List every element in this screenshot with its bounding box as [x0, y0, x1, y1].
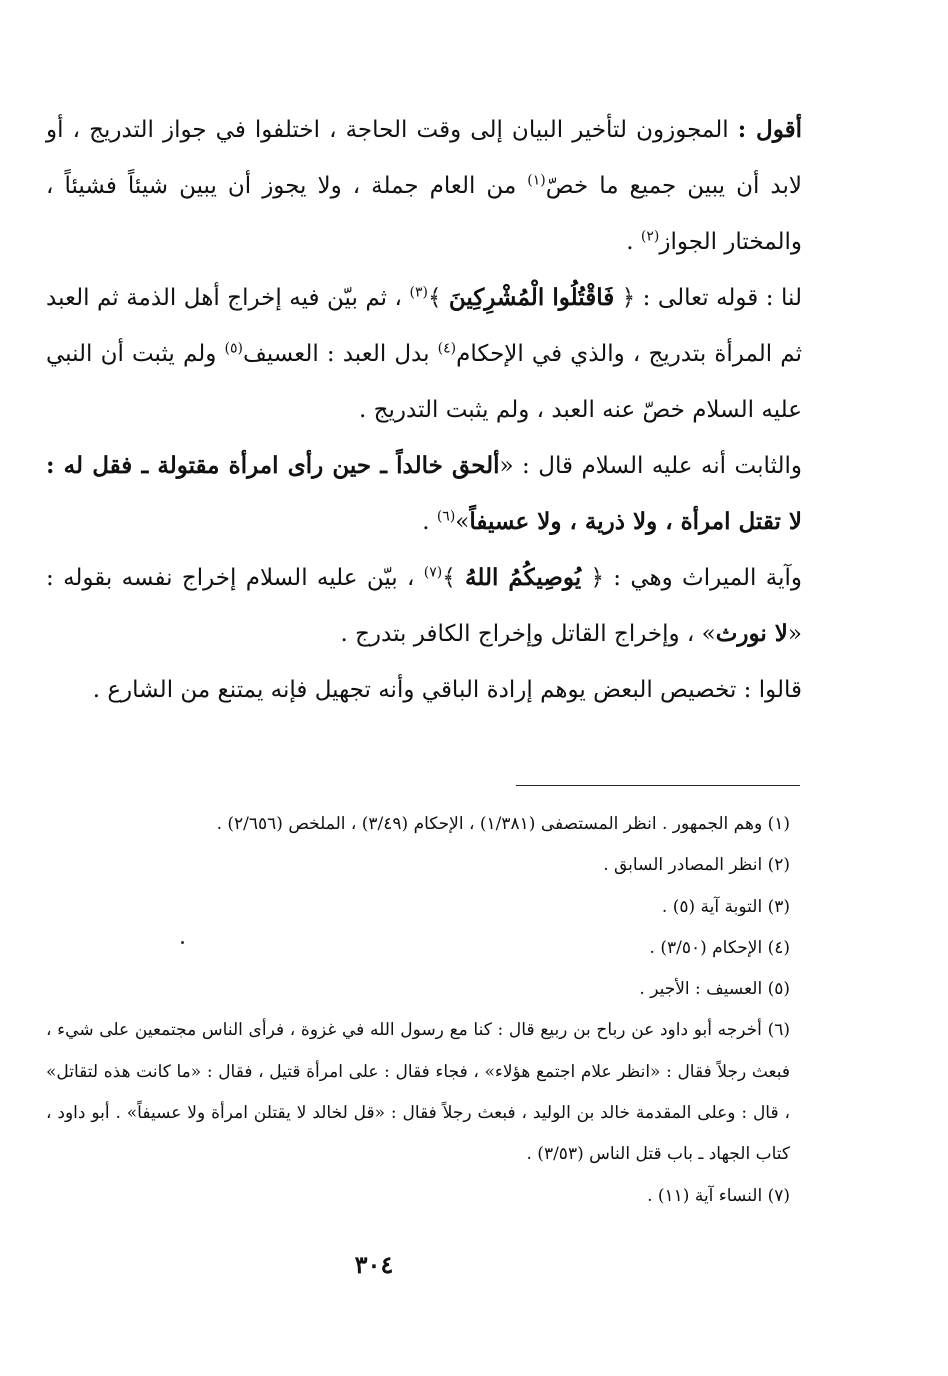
paragraph-text: لنا : قوله تعالى : ﴿: [614, 285, 802, 311]
paragraph-text: ﴾: [442, 565, 466, 591]
paragraph-text: ، بيّن عليه السلام إخراج نفسه بقوله : «: [46, 565, 802, 647]
paragraph-text: المجوزون لتأخير البيان إلى وقت الحاجة ، اختلفوا في جواز التدريج ، أو لابد أن يبين جميع ما خصّ: [46, 117, 802, 199]
paragraph-text: .: [422, 509, 437, 535]
footnote-1: (١) وهم الجمهور . انظر المستصفى (١/٣٨١) ، الإحكام (٣/٤٩) ، الملخص (٢/٦٥٦) .: [216, 814, 790, 834]
quran-verse: فَاقْتُلُوا الْمُشْرِكِينَ: [448, 284, 615, 311]
footnote-7: (٧) النساء آية (١١) .: [647, 1185, 790, 1206]
paragraph-text: من العام جملة ، ولا يجوز أن يبين شيئاً فشيئاً ، والمختار الجواز: [46, 173, 802, 255]
paragraph-text: » ، وإخراج القاتل وإخراج الكافر بتدرج .: [340, 621, 716, 647]
footnote-ref: (٤): [437, 340, 457, 357]
hadith-text: ألحق خالداً ـ حين رأى امرأة مقتولة ـ فقل له : لا تقتل امرأة ، ولا ذرية ، ولا عسيفاً: [46, 452, 802, 535]
quran-verse: يُوصِيكُمُ اللهُ: [465, 564, 582, 591]
footnote-3: (٣) التوبة آية (٥) .: [661, 896, 790, 917]
page-number: ٣٠٤: [354, 1250, 394, 1279]
paragraph-text: ولم يثبت أن النبي عليه السلام خصّ عنه العبد ، ولم يثبت التدريج .: [46, 341, 802, 423]
paragraph-1: [46, 102, 802, 270]
footnote-separator: [516, 785, 800, 786]
paragraph-text: بدل العبد : العسيف: [242, 341, 438, 367]
main-text: [46, 102, 802, 718]
paragraph-2: [46, 270, 802, 438]
paragraph-3: [46, 438, 802, 550]
paragraph-label: أقول :: [737, 116, 802, 143]
scan-speck: [181, 941, 184, 944]
footnote-4: (٤) الإحكام (٣/٥٠) .: [649, 937, 790, 958]
paragraph-5: [46, 662, 802, 718]
paragraph-text: .: [626, 229, 641, 255]
footnotes: [46, 804, 790, 1217]
paragraph-text: ﴾: [427, 285, 449, 311]
footnote-ref: (٦): [436, 508, 456, 525]
footnote-ref: (٥): [224, 340, 243, 357]
hadith-text: لا نورث: [715, 620, 788, 647]
paragraph-text: والثابت أنه عليه السلام قال : «: [499, 453, 802, 479]
footnote-ref: (٢): [640, 228, 660, 245]
footnote-2: (٢) انظر المصادر السابق .: [603, 855, 790, 876]
paragraph-text: »: [455, 509, 470, 535]
footnote-ref: (٧): [423, 564, 443, 581]
footnote-ref: (١): [527, 172, 546, 189]
footnote-5: (٥) العسيف : الأجير .: [639, 979, 790, 1000]
paragraph-text: قالوا : تخصيص البعض يوهم إرادة الباقي وأنه تجهيل فإنه يمتنع من الشارع .: [92, 677, 802, 703]
paragraph-text: وآية الميراث وهي : ﴿: [581, 565, 802, 591]
paragraph-text: ، ثم بيّن فيه إخراج أهل الذمة ثم العبد ثم المرأة بتدريج ، والذي في الإحكام: [46, 285, 802, 367]
footnote-6: (٦) أخرجه أبو داود عن رباح بن ربيع قال : كنا مع رسول الله في غزوة ، فرأى الناس مجتمعين على شيء ، فبعث رجلاً فقال : «انظر علام اجتمع هؤلاء» ، فجاء فقال : على امرأة قتيل ، فقال : «ما كانت هذه لتقاتل» ، قال : وعلى المقدمة خالد بن الوليد ، فبعث رجلاً فقال : «قل لخالد لا يقتلن امرأة ولا عسيفاً» . أبو داود ، كتاب الجهاد ـ باب قتل الناس (٣/٥٣) .: [46, 1020, 790, 1165]
paragraph-4: [46, 550, 802, 662]
footnote-ref: (٣): [409, 284, 428, 301]
